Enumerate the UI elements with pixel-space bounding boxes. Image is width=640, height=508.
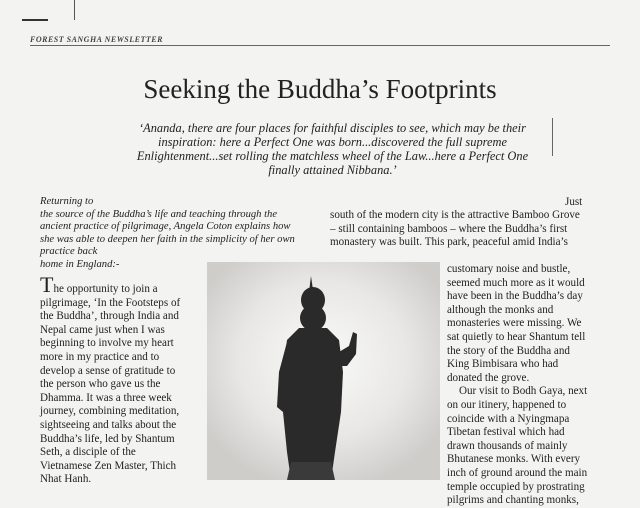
body-line: monastery was built. This park, peaceful amid India’s [330,236,568,249]
body-line: Seth, a disciple of the [40,446,136,459]
body-line: beginning to involve my heart [40,337,174,350]
body-line: on our itinery, happened to [447,398,567,411]
body-line: monasteries were missing. We [447,317,582,330]
body-line: have been in the Buddha’s day [447,290,583,303]
body-line: sat quietly to hear Shantum tell [447,330,586,343]
body-line: drawn thousands of mainly [447,439,568,452]
body-line: the Buddha’, through India and [40,310,179,323]
body-line: the person who gave us the [40,378,161,391]
body-line: sightseeing and talks about the [40,418,177,431]
body-line: pilgrimage, ‘In the Footsteps of [40,296,181,309]
right-column [447,263,622,508]
intro-line: home in England:- [40,258,120,270]
intro-standfirst [40,196,325,272]
header-rule [30,45,610,46]
body-line: customary noise and bustle, [447,263,571,275]
epigraph-line: Enlightenment...set rolling the matchless wheel of the Law...here a Perfect One [136,149,529,163]
body-text: he opportunity to join a [53,283,158,295]
body-line: the story of the Buddha and [447,344,570,357]
running-head: FOREST SANGHA NEWSLETTER [30,35,163,44]
body-line: coincide with a Nyingmapa [447,412,570,425]
margin-bracket [540,118,553,156]
body-line: south of the modern city is the attractive Bamboo Grove [330,209,580,221]
left-column [40,272,208,487]
article-title: Seeking the Buddha’s Footprints [143,74,497,104]
body-line: Nhat Hanh. [40,473,92,486]
body-text-just: Just [565,196,583,208]
right-column-top [330,209,620,250]
body-line: pilgrims and chanting monks, [447,494,579,507]
body-line: develop a sense of gratitude to [40,364,176,377]
body-line: journey, combining meditation, [40,405,180,418]
body-line: inch of ground around the main [447,466,588,479]
tick-mark [74,0,75,20]
corner-mark [22,19,48,21]
body-line: although the monks and [447,303,554,316]
intro-line: practice back [40,246,98,258]
body-line: donated the grove. [447,371,530,384]
body-line: Bhutanese monks. With every [447,453,581,466]
intro-line: the source of the Buddha’s life and teaching through the [40,208,278,220]
drop-cap: T [40,272,54,297]
intro-line: ancient practice of pilgrimage, Angela Coton explains how [40,221,291,233]
intro-line: Returning to [40,196,94,207]
body-line: Dhamma. It was a three week [40,391,172,404]
body-line: Tibetan festival which had [447,426,565,439]
body-line: Buddha’s life, led by Shantum [40,432,175,445]
body-line: temple occupied by prostrating [447,480,585,493]
body-line: seemed much more as it would [447,276,585,289]
epigraph [115,121,550,177]
intro-line: she was able to deepen her faith in the simplicity of her own [40,233,295,245]
buddha-statue-silhouette-icon [207,262,440,480]
epigraph-line: ‘Ananda, there are four places for faithful disciples to see, which may be their [139,121,526,135]
body-line: Nepal came just when I was [40,323,165,336]
epigraph-line: inspiration: here a Perfect One was born...discovered the full supreme [158,135,507,149]
body-line: King Bimbisara who had [447,358,559,371]
body-line: more in my practice and to [40,350,160,363]
epigraph-line: finally attained Nibbana.’ [268,163,397,177]
body-line: – still containing bamboos – where the Buddha’s first [330,222,568,235]
body-line: Vietnamese Zen Master, Thich [40,459,177,472]
body-line: Our visit to Bodh Gaya, next [459,385,588,398]
buddha-statue-photo [207,262,440,480]
body-line [40,272,208,297]
